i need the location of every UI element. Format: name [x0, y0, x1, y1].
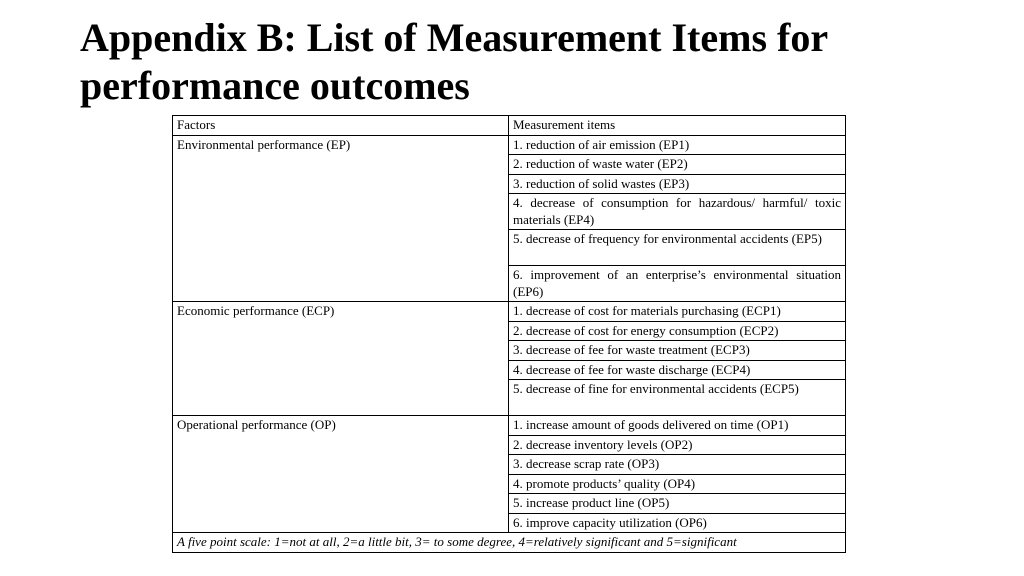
item-op5: 5. increase product line (OP5) — [509, 494, 846, 514]
table-row — [173, 416, 846, 436]
item-op1: 1. increase amount of goods delivered on time (OP1) — [509, 416, 846, 436]
item-ep6: 6. improvement of an enterprise’s environmental situation (EP6) — [509, 266, 846, 302]
item-ep5: 5. decrease of frequency for environmental accidents (EP5) — [509, 230, 846, 266]
table-row — [173, 302, 846, 322]
item-ecp2: 2. decrease of cost for energy consumption (ECP2) — [509, 321, 846, 341]
measurement-items-table — [172, 115, 846, 553]
factor-economic: Economic performance (ECP) — [173, 302, 509, 416]
item-op6: 6. improve capacity utilization (OP6) — [509, 513, 846, 533]
table-header-row — [173, 116, 846, 136]
page-title-line-2: performance outcomes — [80, 63, 470, 108]
page-title — [80, 14, 980, 110]
item-ecp5: 5. decrease of fine for environmental accidents (ECP5) — [509, 380, 846, 416]
item-ep2: 2. reduction of waste water (EP2) — [509, 155, 846, 175]
table-footnote-row — [173, 533, 846, 553]
item-op3: 3. decrease scrap rate (OP3) — [509, 455, 846, 475]
item-ep4: 4. decrease of consumption for hazardous/ harmful/ toxic materials (EP4) — [509, 194, 846, 230]
item-ep3: 3. reduction of solid wastes (EP3) — [509, 174, 846, 194]
page-title-line-1: Appendix B: List of Measurement Items for — [80, 15, 829, 60]
scale-footnote: A five point scale: 1=not at all, 2=a little bit, 3= to some degree, 4=relatively significant and 5=significant — [173, 533, 846, 553]
item-ecp4: 4. decrease of fee for waste discharge (ECP4) — [509, 360, 846, 380]
header-factors: Factors — [173, 116, 509, 136]
item-op4: 4. promote products’ quality (OP4) — [509, 474, 846, 494]
item-ecp3: 3. decrease of fee for waste treatment (ECP3) — [509, 341, 846, 361]
item-ecp1: 1. decrease of cost for materials purchasing (ECP1) — [509, 302, 846, 322]
item-op2: 2. decrease inventory levels (OP2) — [509, 435, 846, 455]
table-row — [173, 135, 846, 155]
header-measurement-items: Measurement items — [509, 116, 846, 136]
factor-environmental: Environmental performance (EP) — [173, 135, 509, 302]
factor-operational: Operational performance (OP) — [173, 416, 509, 533]
item-ep1: 1. reduction of air emission (EP1) — [509, 135, 846, 155]
